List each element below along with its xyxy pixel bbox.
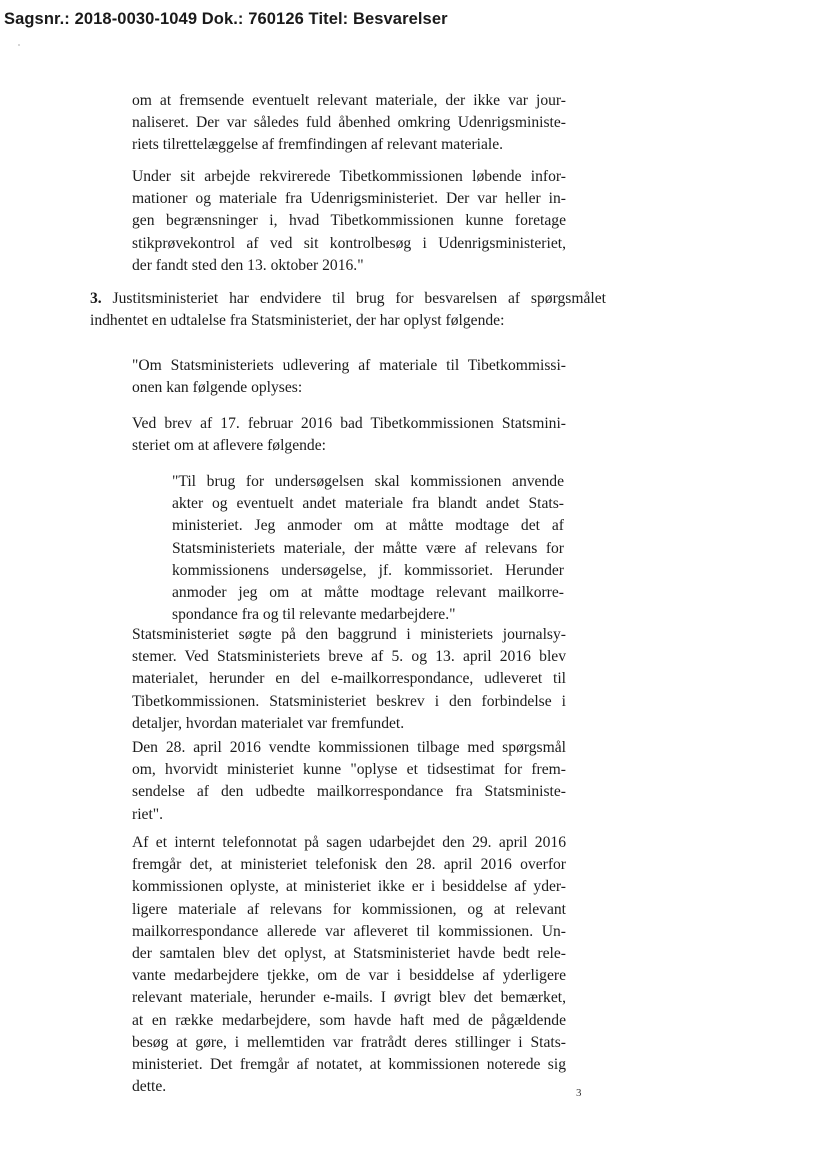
text-line: riet". (132, 805, 164, 823)
text-line: om, hvorvidt ministeriet kunne "oplyse et tidsestimat for frem- (132, 761, 566, 779)
text-line: Statsministeriets materiale, der måtte være af relevans for (172, 539, 564, 557)
text-line: ministeriet. Det fremgår af notatet, at kommissionen noterede sig (132, 1056, 566, 1074)
text-line: om at fremsende eventuelt relevant materiale, der ikke var jour- (132, 92, 566, 109)
text-line: relevant materiale, herunder e-mails. I øvrigt blev det bemærket, (132, 989, 566, 1007)
text-line: ministeriet. Jeg anmoder om at måtte modtage det af (172, 517, 564, 535)
text-line: onen kan følgende oplyses: (132, 379, 303, 397)
text-line: mationer og materiale fra Udenrigsministeriet. Der var heller in- (132, 190, 566, 208)
paragraph-7 (132, 624, 566, 735)
text-line: kommissionens undersøgelse, jf. kommissoriet. Herunder (172, 561, 564, 579)
page-number: 3 (576, 1087, 582, 1099)
text-line: dette. (132, 1078, 167, 1096)
text-line: stemer. Ved Statsministeriets breve af 5. og 13. april 2016 blev (132, 648, 566, 666)
paragraph-9 (132, 832, 566, 1098)
text-line: naliseret. Der var således fuld åbenhed omkring Udenrigsministe- (132, 114, 566, 132)
text-line: stikprøvekontrol af ved sit kontrolbesøg i Udenrigsministeriet, (132, 234, 566, 252)
text-line: Tibetkommissionen. Statsministeriet beskrev i den forbindelse i (132, 692, 566, 710)
quoted-letter (172, 471, 564, 626)
text-line: indhentet en udtalelse fra Statsministeriet, der har oplyst følgende: (90, 312, 505, 330)
text-line: Ved brev af 17. februar 2016 bad Tibetkommissionen Statsmini- (132, 415, 566, 432)
text-line: "Om Statsministeriets udlevering af materiale til Tibetkommissi- (132, 357, 566, 374)
text-line: besøg at gøre, i mellemtiden var fratrådt deres stillinger i Stats- (132, 1033, 566, 1051)
text-line: vante medarbejdere tjekke, om de var i besiddelse af yderligere (132, 967, 566, 985)
text-line: gen begrænsninger i, hvad Tibetkommissionen kunne foretage (132, 212, 566, 230)
text-line: Statsministeriet søgte på den baggrund i ministeriets journalsy- (132, 626, 566, 643)
text-line: materialet, herunder en del e-mailkorrespondance, udleveret til (132, 670, 566, 688)
text-line: at en række medarbejdere, som havde haft med de pågældende (132, 1011, 566, 1029)
text-line: Under sit arbejde rekvirerede Tibetkommissionen løbende infor- (132, 168, 566, 185)
text-line: riets tilrettelæggelse af fremfindingen af relevant materiale. (132, 136, 504, 154)
text-line: der fandt sted den 13. oktober 2016." (132, 256, 364, 274)
text-line: akter og eventuelt andet materiale fra blandt andet Stats- (172, 495, 564, 513)
text-line: Den 28. april 2016 vendte kommissionen tilbage med spørgsmål (132, 739, 566, 756)
text-line: kommissionen oplyste, at ministeriet ikke er i besiddelse af yder- (132, 878, 566, 896)
text-line: fremgår det, at ministeriet telefonisk den 28. april 2016 overfor (132, 856, 566, 874)
text-line: "Til brug for undersøgelsen skal kommissionen anvende (172, 473, 564, 490)
text-line: Af et internt telefonnotat på sagen udarbejdet den 29. april 2016 (132, 834, 566, 851)
paragraph-4 (132, 355, 566, 399)
text-line: der samtalen blev det oplyst, at Statsministeriet havde bedt rele- (132, 945, 566, 963)
section-number: 3. (90, 290, 102, 307)
paragraph-2 (132, 166, 566, 277)
document-header: Sagsnr.: 2018-0030-1049 Dok.: 760126 Titel: Besvarelser (4, 10, 448, 28)
text-line: ligere materiale af relevans for kommissionen, og at relevant (132, 900, 566, 918)
paragraph-1 (132, 90, 566, 157)
text-line: detaljer, hvordan materialet var fremfundet. (132, 714, 405, 732)
text-line: 3. Justitsministeriet har endvidere til brug for besvarelsen af spørgsmålet (90, 290, 606, 307)
text-line: sendelse af den udbedte mailkorrespondance fra Statsministe- (132, 783, 566, 801)
text-line: mailkorrespondance allerede var afleveret til kommissionen. Un- (132, 922, 566, 940)
paragraph-5 (132, 413, 566, 457)
paragraph-8 (132, 737, 566, 826)
text-line: steriet om at aflevere følgende: (132, 437, 326, 455)
text-line: spondance fra og til relevante medarbejdere." (172, 606, 456, 624)
text-line: anmoder jeg om at måtte modtage relevant mailkorre- (172, 584, 564, 602)
paragraph-3 (90, 288, 606, 332)
scan-speck (18, 44, 20, 46)
